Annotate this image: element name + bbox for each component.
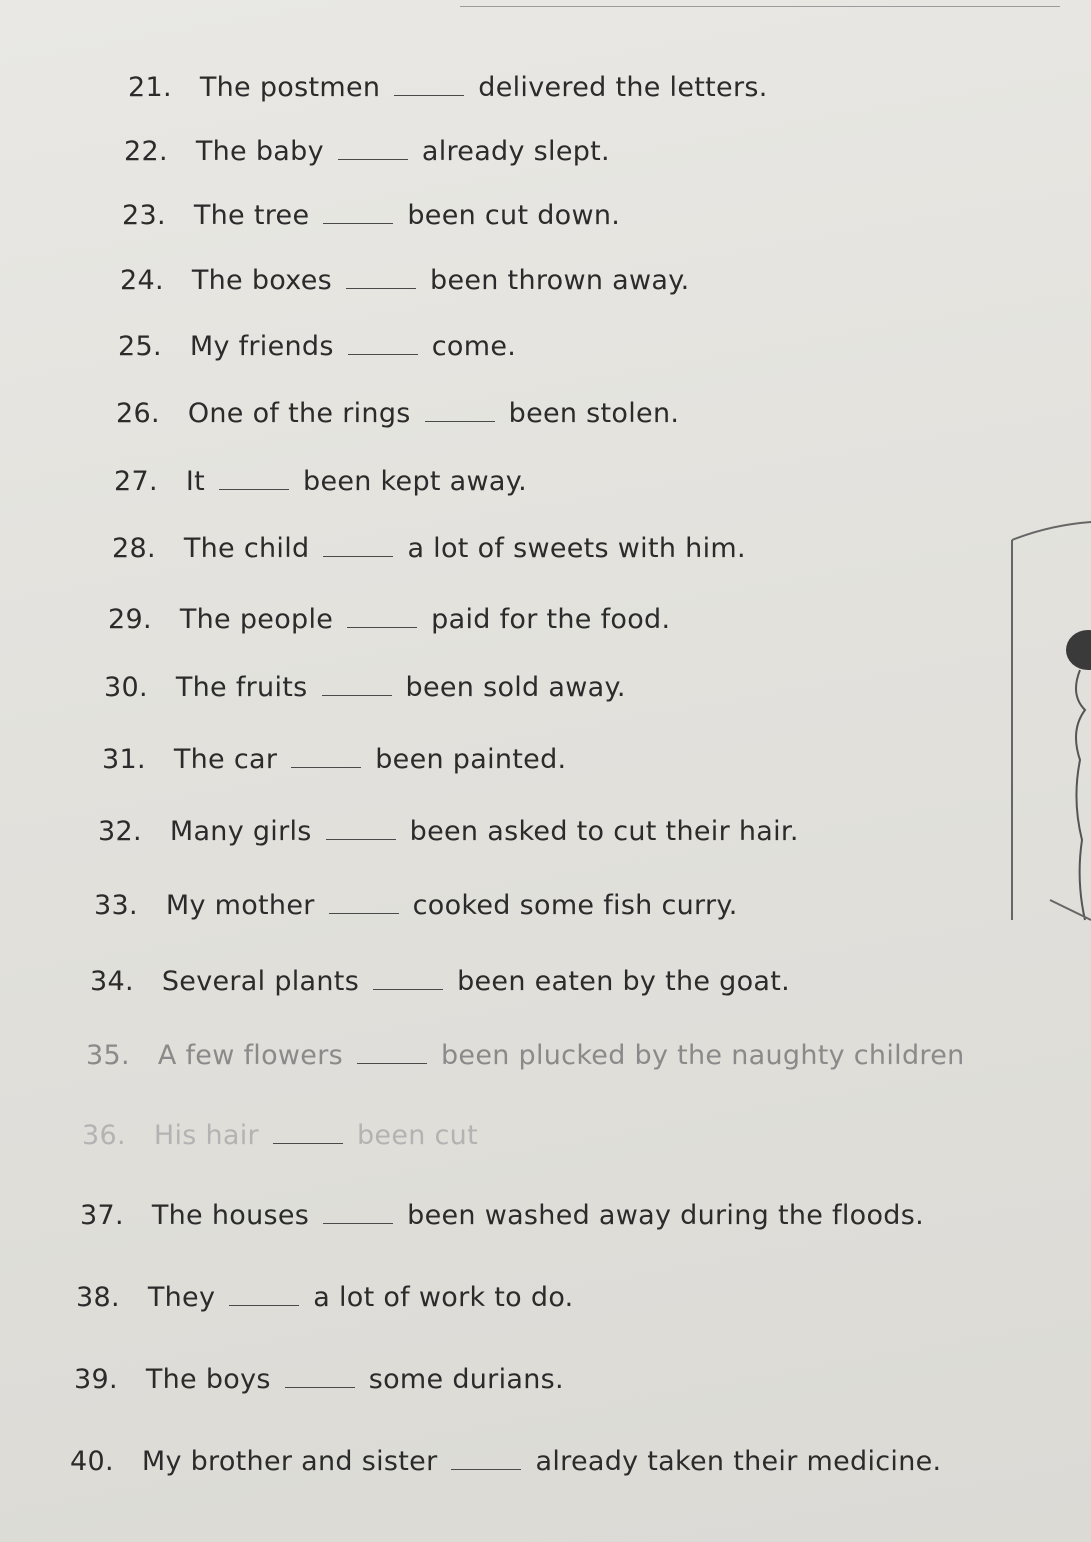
question-number: 21.: [128, 72, 172, 103]
question-number: 32.: [98, 816, 142, 847]
question-subject: The tree: [193, 200, 310, 231]
answer-blank[interactable]: [322, 694, 392, 696]
question-number: 24.: [120, 265, 164, 296]
answer-blank[interactable]: [323, 555, 393, 557]
answer-blank[interactable]: [348, 353, 418, 355]
question-rest: a lot of work to do.: [313, 1282, 574, 1313]
question-rest: already taken their medicine.: [535, 1446, 942, 1477]
question-38: [76, 1282, 574, 1313]
answer-blank[interactable]: [219, 488, 289, 490]
question-rest: been asked to cut their hair.: [409, 816, 799, 847]
question-rest: been washed away during the floods.: [407, 1200, 924, 1231]
answer-blank[interactable]: [285, 1386, 355, 1388]
page-top-edge: [460, 6, 1060, 9]
question-subject: Many girls: [169, 816, 312, 847]
answer-blank[interactable]: [291, 766, 361, 768]
question-rest: been plucked by the naughty children: [440, 1040, 965, 1071]
answer-blank[interactable]: [323, 222, 393, 224]
question-rest: been cut: [356, 1120, 478, 1151]
question-number: 22.: [124, 136, 168, 167]
question-subject: They: [147, 1282, 216, 1313]
question-37: [80, 1200, 924, 1231]
question-number: 37.: [80, 1200, 124, 1231]
question-subject: The fruits: [175, 672, 308, 703]
question-subject: Several plants: [161, 966, 360, 997]
answer-blank[interactable]: [347, 626, 417, 628]
question-number: 33.: [94, 890, 138, 921]
answer-blank[interactable]: [229, 1304, 299, 1306]
question-number: 26.: [116, 398, 160, 429]
question-21: [128, 72, 768, 103]
answer-blank[interactable]: [373, 988, 443, 990]
question-rest: some durians.: [368, 1364, 564, 1395]
question-39: [74, 1364, 564, 1395]
question-23: [122, 200, 620, 231]
answer-blank[interactable]: [451, 1468, 521, 1470]
question-40: [70, 1446, 941, 1477]
question-30: [104, 672, 626, 703]
question-number: 40.: [70, 1446, 114, 1477]
question-subject: The boxes: [191, 265, 332, 296]
question-rest: delivered the letters.: [478, 72, 768, 103]
question-22: [124, 136, 610, 167]
question-number: 34.: [90, 966, 134, 997]
question-number: 36.: [82, 1120, 126, 1151]
question-rest: paid for the food.: [431, 604, 671, 635]
question-number: 30.: [104, 672, 148, 703]
question-subject: My mother: [165, 890, 315, 921]
question-subject: The baby: [195, 136, 324, 167]
question-26: [116, 398, 679, 429]
question-rest: been sold away.: [405, 672, 626, 703]
question-rest: been cut down.: [407, 200, 621, 231]
question-subject: My friends: [189, 331, 334, 362]
question-number: 31.: [102, 744, 146, 775]
question-27: [114, 466, 527, 497]
question-subject: The people: [179, 604, 334, 635]
answer-blank[interactable]: [326, 838, 396, 840]
question-number: 35.: [86, 1040, 130, 1071]
answer-blank[interactable]: [273, 1142, 343, 1144]
question-rest: already slept.: [421, 136, 610, 167]
question-rest: come.: [431, 331, 517, 362]
question-subject: One of the rings: [187, 398, 411, 429]
question-number: 29.: [108, 604, 152, 635]
question-rest: been stolen.: [508, 398, 680, 429]
question-subject: His hair: [153, 1120, 259, 1151]
answer-blank[interactable]: [346, 287, 416, 289]
question-28: [112, 533, 746, 564]
question-subject: My brother and sister: [141, 1446, 438, 1477]
margin-illustration: [1010, 520, 1091, 940]
question-number: 23.: [122, 200, 166, 231]
question-subject: The child: [183, 533, 310, 564]
question-31: [102, 744, 566, 775]
question-36: [82, 1120, 478, 1151]
question-number: 27.: [114, 466, 158, 497]
question-34: [90, 966, 790, 997]
question-subject: The houses: [151, 1200, 310, 1231]
answer-blank[interactable]: [357, 1062, 427, 1064]
question-subject: It: [185, 466, 205, 497]
question-subject: The boys: [145, 1364, 271, 1395]
question-24: [120, 265, 690, 296]
question-rest: cooked some fish curry.: [412, 890, 738, 921]
question-29: [108, 604, 670, 635]
question-rest: been kept away.: [303, 466, 528, 497]
question-25: [118, 331, 516, 362]
answer-blank[interactable]: [329, 912, 399, 914]
answer-blank[interactable]: [338, 158, 408, 160]
question-number: 38.: [76, 1282, 120, 1313]
question-number: 28.: [112, 533, 156, 564]
question-35: [86, 1040, 965, 1071]
question-rest: been eaten by the goat.: [457, 966, 791, 997]
question-subject: The postmen: [199, 72, 381, 103]
question-subject: A few flowers: [157, 1040, 343, 1071]
question-rest: a lot of sweets with him.: [407, 533, 746, 564]
question-rest: been painted.: [375, 744, 567, 775]
question-number: 25.: [118, 331, 162, 362]
question-32: [98, 816, 799, 847]
answer-blank[interactable]: [323, 1222, 393, 1224]
question-rest: been thrown away.: [430, 265, 690, 296]
answer-blank[interactable]: [425, 420, 495, 422]
question-subject: The car: [173, 744, 278, 775]
answer-blank[interactable]: [394, 94, 464, 96]
question-33: [94, 890, 738, 921]
question-number: 39.: [74, 1364, 118, 1395]
